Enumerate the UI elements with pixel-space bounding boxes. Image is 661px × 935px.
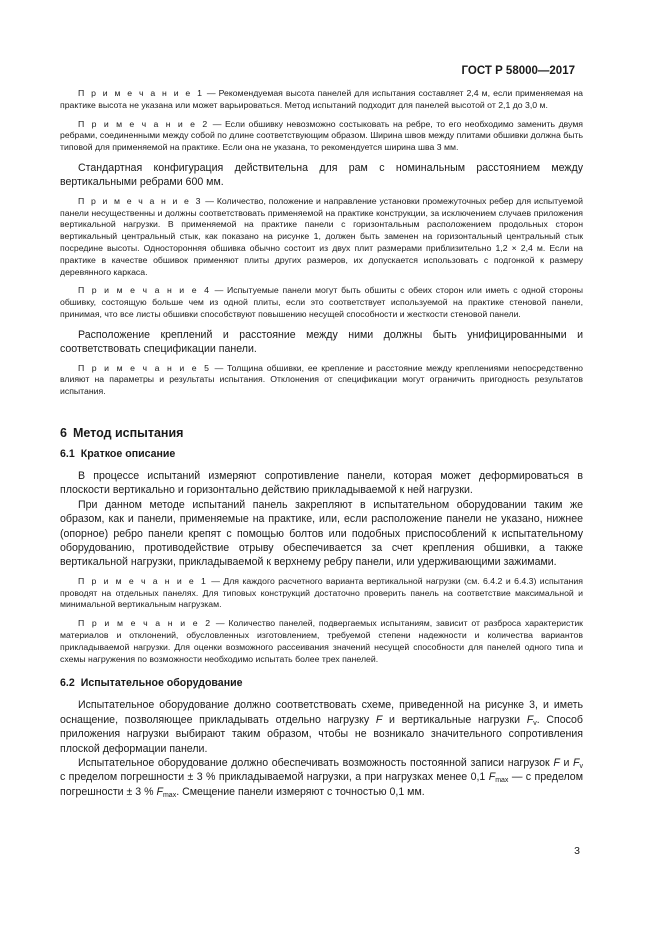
subsection-title: Краткое описание bbox=[80, 447, 176, 460]
subsection-title: Испытательное оборудование bbox=[80, 677, 243, 690]
note-6-1-2 bbox=[60, 618, 583, 665]
symbol-Fv: F bbox=[526, 713, 534, 726]
note-3 bbox=[60, 196, 583, 279]
subscript-v: v bbox=[579, 763, 583, 771]
text-run: с пределом погрешности ± 3 % прикладываемой нагрузки, а при нагрузках менее 0,1 bbox=[60, 771, 489, 784]
paragraph-frame-config: Стандартная конфигурация действительна для рам с номинальным расстоянием между вертикальными ребрами 600 мм. bbox=[60, 161, 583, 189]
text-run: и bbox=[559, 757, 574, 770]
standard-header: ГОСТ Р 58000—2017 bbox=[461, 65, 575, 77]
note-label: П р и м е ч а н и е 4 bbox=[78, 285, 211, 296]
note-text: — Количество панелей, подвергаемых испытаниям, зависит от разброса характеристик материалов и отклонений, обусловленных изготовлением, требуемой степени надежности и количества вариантов прикладываемой нагрузки. Для оценки возможного рассеивания значений несущей способности для панелей одного типа и схемы нагружения по возможности необходимо испытать более трех панелей. bbox=[60, 618, 583, 664]
note-1 bbox=[60, 88, 583, 112]
subscript-max: max bbox=[495, 777, 509, 785]
note-2 bbox=[60, 119, 583, 154]
subsection-number: 6.2 bbox=[60, 677, 75, 690]
symbol-F: F bbox=[156, 785, 163, 798]
text-run: . Смещение панели измеряют с точностью 0,1 мм. bbox=[176, 785, 425, 798]
note-5 bbox=[60, 363, 583, 398]
text-run: и вертикальные нагрузки bbox=[382, 713, 527, 726]
symbol-F: F bbox=[488, 771, 496, 784]
text-run: . Способ приложения нагрузки выбирают таким образом, чтобы не возникало значительного сопротивления плоской деформации панели. bbox=[60, 713, 583, 755]
note-label: П р и м е ч а н и е 1 bbox=[78, 575, 208, 586]
paragraph-fasteners: Расположение креплений и расстояние между ними должны быть унифицированными и соответствовать спецификации панели. bbox=[60, 328, 583, 356]
subsection-heading bbox=[60, 448, 583, 460]
symbol-F: F bbox=[553, 757, 560, 770]
page-number: 3 bbox=[574, 845, 580, 857]
symbol-F: F bbox=[375, 713, 383, 726]
page-content bbox=[60, 88, 583, 805]
note-label: П р и м е ч а н и е 2 bbox=[78, 118, 210, 129]
note-6-1-1 bbox=[60, 576, 583, 611]
note-label: П р и м е ч а н и е 3 bbox=[78, 195, 203, 206]
note-text: — Количество, положение и направление установки промежуточных ребер для испытуемой панели несущественны и должны соответствовать применяемой на практике конструкции, за исключением случаев приложения вертикальной нагрузки. В применяемой на практике панели с горизонтальным расположением продольных сторон вертикальный центральный стык, как показано на рисунке 1, должен быть заменен на горизонтальный центральный стык посредине высоты. Односторонняя обшивка обычно состоит из двух плит размерами приблизительно 1,2 × 2,4 м. Если на практике в качестве обшивок применяют плиты других размеров, их допускается использовать с подгонкой к размеру деревянного каркаса. bbox=[60, 195, 583, 277]
note-text: — Рекомендуемая высота панелей для испытания составляет 2,4 м, если применяемая на практике высота не указана или может варьироваться. Метод испытаний подходит для панелей высотой от 2,1 до 3,0 м. bbox=[60, 88, 583, 110]
note-text: — Толщина обшивки, ее крепление и расстояние между креплениями непосредственно влияют на параметры и результаты испытания. Отклонения от спецификации могут ограничить пригодность результатов испытания. bbox=[60, 362, 583, 397]
subscript-v: v bbox=[533, 719, 537, 727]
section-title: Метод испытания bbox=[72, 425, 184, 440]
note-text: — Испытуемые панели могут быть обшиты с обеих сторон или иметь с одной стороны обшивку, состоящую больше чем из одной плиты, если это соответствует используемой на практике стеновой панели, принимая, что все листы обшивки способствуют повышению несущей способности и жесткости стеновой панели. bbox=[60, 285, 583, 319]
subsection-heading bbox=[60, 677, 583, 689]
note-label: П р и м е ч а н и е 2 bbox=[78, 618, 213, 629]
note-label: П р и м е ч а н и е 5 bbox=[78, 362, 211, 373]
text-run: Испытательное оборудование должно обеспечивать возможность постоянной записи нагрузок bbox=[78, 757, 554, 770]
subscript-max: max bbox=[162, 791, 177, 799]
symbol-Fv: F bbox=[573, 757, 580, 770]
text-run: — с пределом погрешности ± 3 % bbox=[60, 771, 583, 798]
paragraph-recording bbox=[60, 756, 583, 799]
note-text: — Если обшивку невозможно состыковать на ребре, то его необходимо заменить двумя ребрами, соединенными между собой по длине соответствующим образом. Ширина швов между плитами обшивки должна быть типовой для применяемой на практике. Если она не указана, то рекомендуется ширина шва 3 мм. bbox=[60, 118, 583, 153]
subsection-number: 6.1 bbox=[60, 447, 75, 460]
paragraph-mounting: При данном методе испытаний панель закрепляют в испытательном оборудовании таким же образом, как и панели, применяемые на практике, или, если расположение панели не указано, нижнее (опорное) ребро панели крепят с помощью болтов или подобных приспособлений к испытательному оборудованию, противодействие отрыву обеспечивается за счет крепления обшивки, а также вертикальной нагрузки, прикладываемой к верхнему ребру панели, или удерживающими зажимами. bbox=[60, 498, 583, 569]
note-label: П р и м е ч а н и е 1 bbox=[78, 88, 204, 98]
note-4 bbox=[60, 285, 583, 320]
paragraph-summary: В процессе испытаний измеряют сопротивление панели, которая может деформироваться в плоскости вертикально и горизонтально действию прикладываемой к ней нагрузки. bbox=[60, 469, 583, 497]
note-text: — Для каждого расчетного варианта вертикальной нагрузки (см. 6.4.2 и 6.4.3) испытания проводят на отдельных панелях. Для типовых конструкций достаточно проверить панель на соответствие максимальной и минимальной вертикальным нагрузкам. bbox=[60, 575, 583, 610]
section-number: 6 bbox=[60, 425, 67, 440]
text-run: Испытательное оборудование должно соответствовать схеме, приведенной на рисунке 3, и иметь оснащение, позволяющее прикладывать отдельно нагрузку bbox=[60, 699, 583, 726]
section-heading bbox=[60, 426, 583, 440]
paragraph-equipment bbox=[60, 698, 583, 756]
